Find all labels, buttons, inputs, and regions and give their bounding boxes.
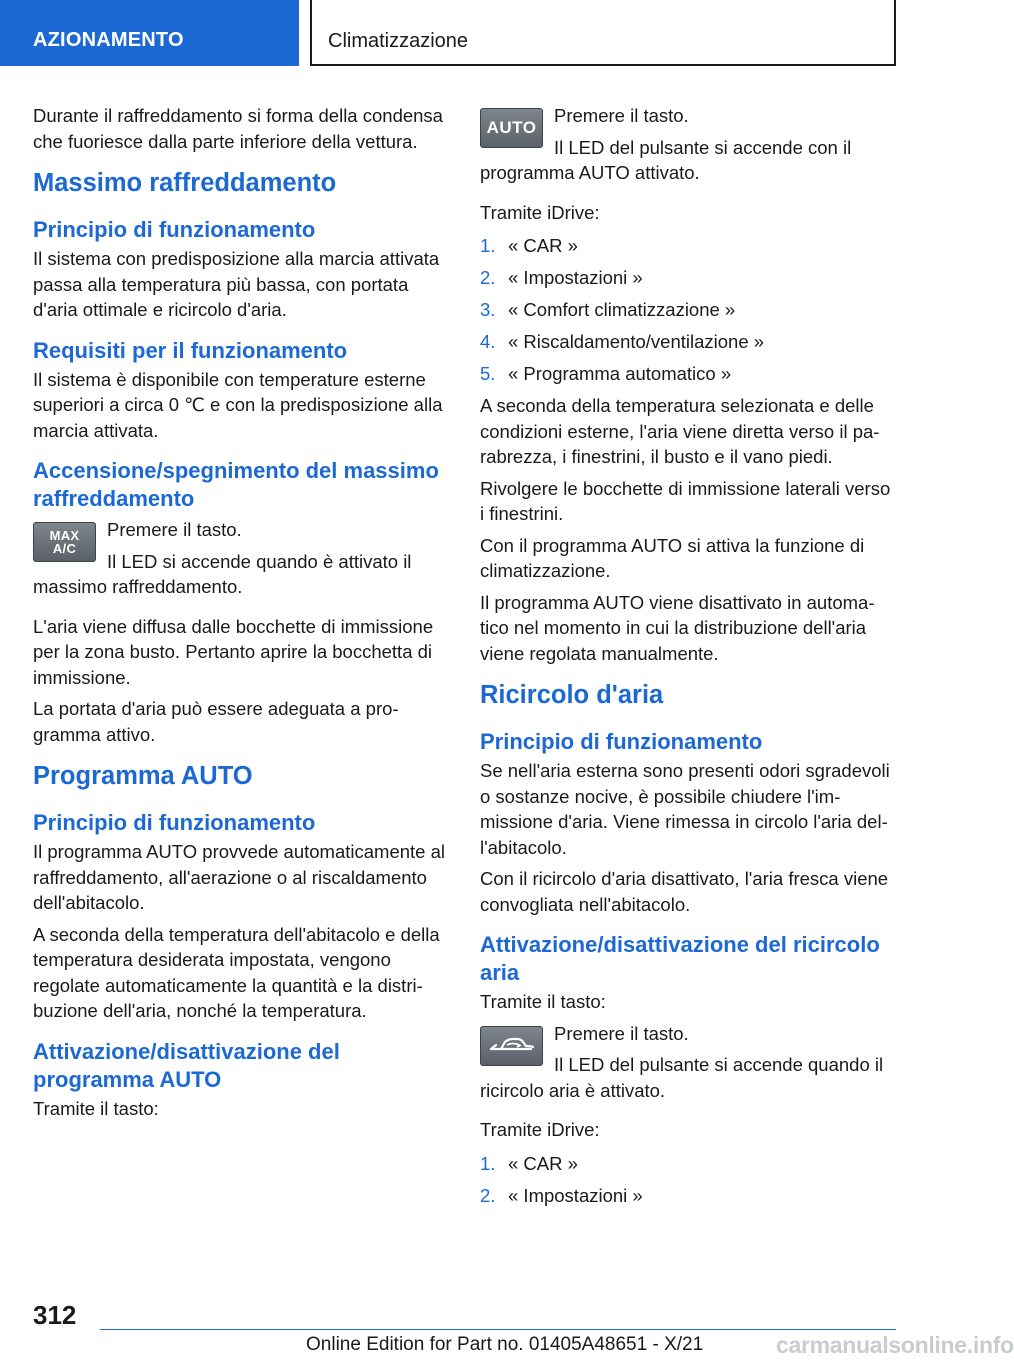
via-button-label: Tramite il tasto: [480,991,606,1012]
subheading-principle: Principio di funzionamento [480,729,763,754]
paragraph: Se nell'aria esterna sono presenti odori sgradevoli o sostanze nocive, è possibile chiudere l'immissione d'aria. Viene rimessa in circolo l'aria dell'abitacolo. [480,760,890,858]
list-item: 5. « Programma automatico » [480,363,732,384]
max-ac-button-line2: A/C [52,541,77,556]
right-column [480,103,894,1215]
list-item: 2. « Impostazioni » [480,1184,643,1206]
via-button-label: Tramite il tasto: [33,1097,159,1119]
subheading-principle: Principio di funzionamento [33,217,316,242]
max-ac-button-icon [33,522,96,562]
left-column [33,103,447,1127]
paragraph: L'aria viene diffusa dalle bocchette di immissione per la zona busto. Pertanto aprire la bocchetta di immissione. [33,615,434,688]
paragraph: Con il ricircolo d'aria disattivato, l'aria fresca viene convogliata nell'abitacolo. [480,868,889,915]
watermark: carmanualsonline.info [776,1332,1014,1358]
auto-button-label: AUTO [486,118,537,137]
subheading-recirc-toggle: Attivazione/disattivazione del ricircolo aria [480,932,880,985]
idrive-steps-recirc [480,1151,894,1209]
led-note: Il LED si accende quando è attivato il massimo raffreddamento. [33,550,412,597]
paragraph: Il programma AUTO viene disattivato in automatico nel momento in cui la distribuzione dell'aria viene regolata manualmente. [480,591,875,664]
subheading-principle: Principio di funzionamento [33,810,316,835]
list-item: 3. « Comfort climatizzazione » [480,299,736,320]
max-ac-button-line1: MAX [49,528,80,543]
heading-max-cooling: Massimo raffreddamento [33,169,337,197]
subheading-auto-toggle: Attivazione/disattivazione del programma AUTO [33,1038,340,1092]
auto-instruction [480,103,894,186]
heading-auto-program: Programma AUTO [33,762,253,790]
chapter-tab [310,0,896,66]
auto-button-icon [480,108,543,148]
recirculation-car-icon [480,1026,543,1066]
section-tab [0,0,299,66]
recirc-instruction [480,1021,894,1104]
press-instruction: Premere il tasto. [107,519,242,540]
footer-divider [100,1329,896,1330]
max-ac-instruction [33,517,447,600]
press-instruction: Premere il tasto. [554,105,689,126]
subheading-max-cooling-toggle: Accensione/spegnimento del massimo raffreddamento [33,458,439,511]
edition-text: Online Edition for Part no. 01405A48651 - X/21 [306,1334,704,1355]
paragraph: Il sistema è disponibile con temperature esterne superiori a circa 0 ℃ e con la predisposizione alla marcia attivata. [33,368,443,441]
subheading-requirements: Requisiti per il funzionamento [33,337,348,363]
idrive-label: Tramite iDrive: [480,1119,600,1140]
page-number: 312 [33,1300,77,1330]
idrive-label: Tramite iDrive: [480,201,600,223]
paragraph: Con il programma AUTO si attiva la funzione di climatizzazione. [480,534,865,581]
section-title: AZIONAMENTO [33,29,184,51]
list-item: 1. « CAR » [480,1152,578,1174]
recirculation-arrow-icon [487,1033,537,1059]
list-item: 1. « CAR » [480,235,578,256]
led-note: Il LED del pulsante si accende quando il ricircolo aria è attivato. [480,1054,884,1101]
paragraph: Rivolgere le bocchette di immissione laterali verso i finestrini. [480,477,891,524]
heading-recirculation: Ricircolo d'aria [480,681,664,709]
page-header [0,0,960,66]
paragraph: La portata d'aria può essere adeguata a programma attivo. [33,698,399,745]
intro-paragraph: Durante il raffreddamento si forma della condensa che fuoriesce dalla parte inferiore della vettura. [33,105,443,152]
page-footer [100,1332,1014,1362]
led-note: Il LED del pulsante si accende con il programma AUTO attivato. [480,136,852,183]
chapter-title: Climatizzazione [328,30,469,52]
paragraph: Il sistema con predisposizione alla marcia attivata passa alla temperatura più bassa, con portata d'aria ottimale e ricircolo d'aria. [33,248,440,320]
paragraph: A seconda della temperatura selezionata e delle condizioni esterne, l'aria viene diretta verso il parabrezza, i finestrini, il busto e il vano piedi. [480,395,880,467]
list-item: 2. « Impostazioni » [480,267,643,288]
press-instruction: Premere il tasto. [554,1022,689,1044]
paragraph: Il programma AUTO provvede automaticamente al raffreddamento, all'aerazione o al riscaldamento dell'abitacolo. [33,841,445,913]
list-item: 4. « Riscaldamento/ventilazione » [480,331,765,352]
paragraph: A seconda della temperatura dell'abitacolo e della temperatura desiderata impostata, vengono regolate automaticamente la quantità e la distribuzione dell'aria, nonché la temperatura. [33,923,440,1021]
idrive-steps-auto [480,233,894,387]
